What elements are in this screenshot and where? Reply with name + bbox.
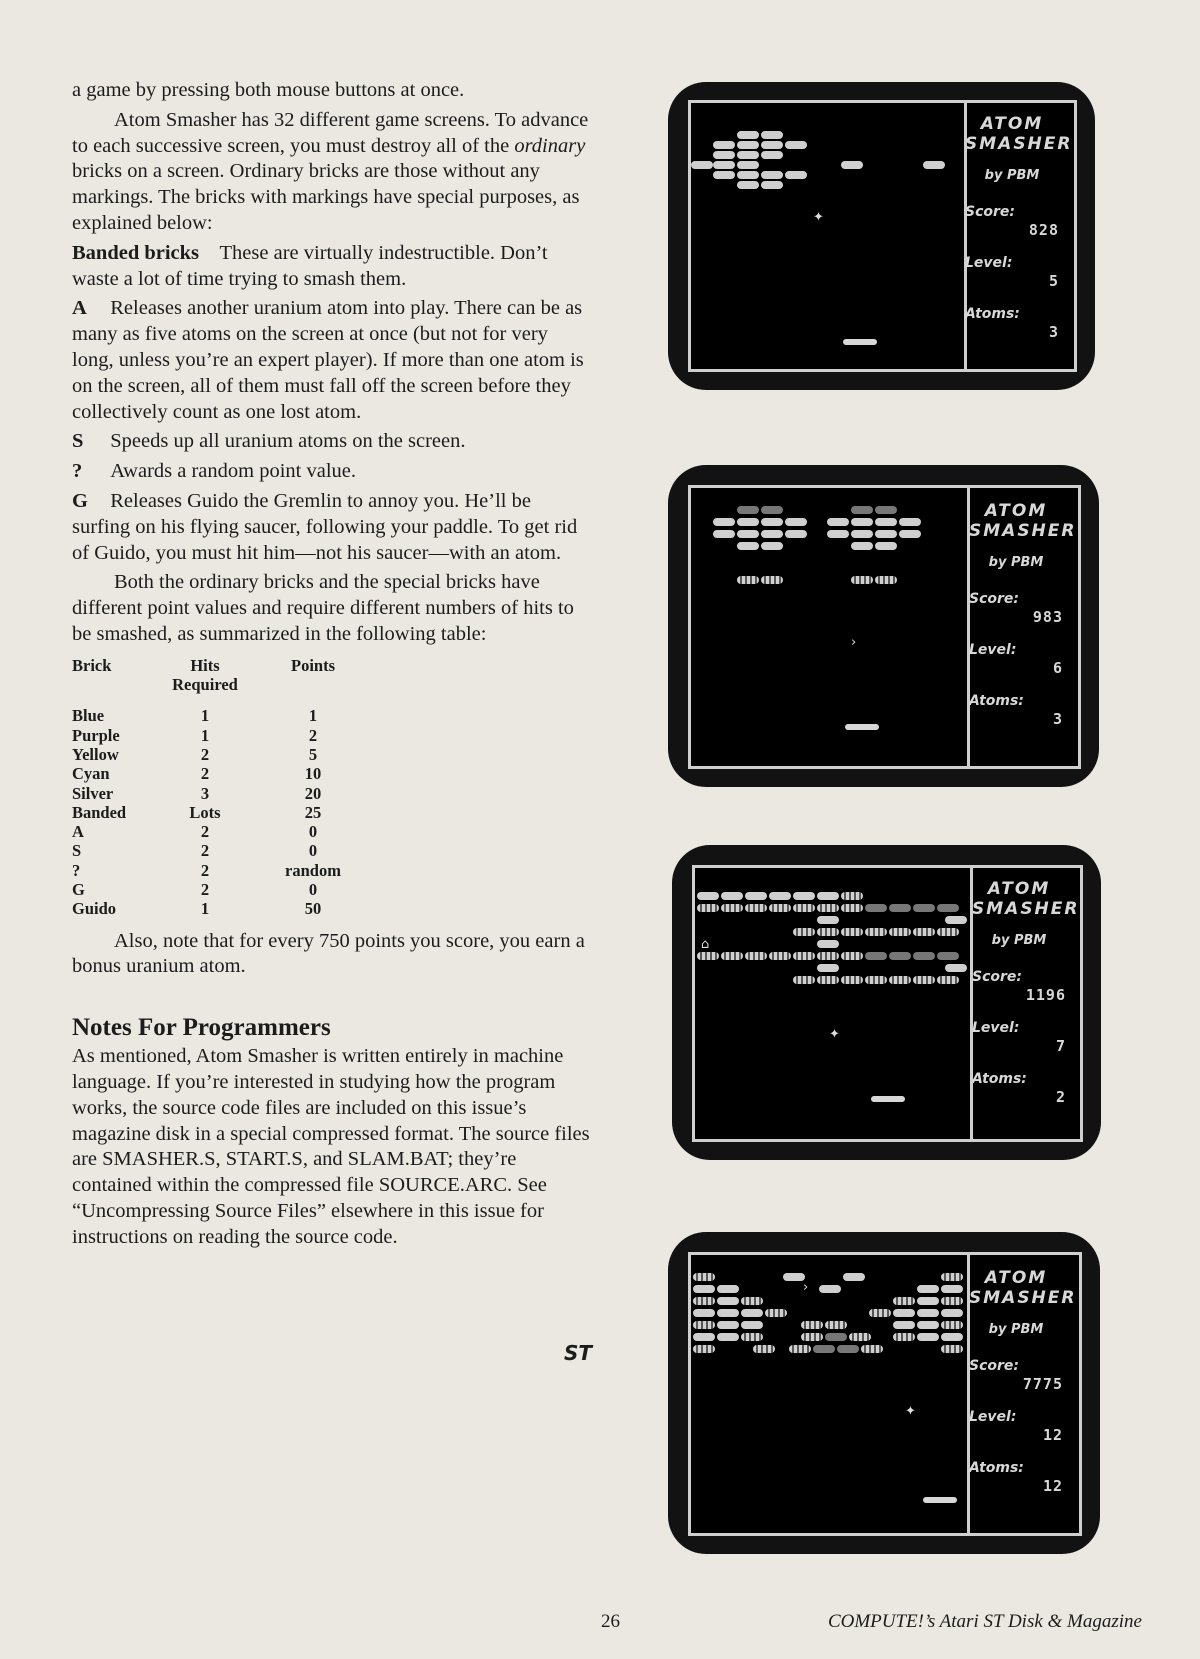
banded-brick (745, 904, 767, 912)
game-title-line1: ATOM (984, 1268, 1048, 1288)
points-cell: 2 (308, 725, 318, 745)
brick (827, 530, 849, 538)
brick (893, 1321, 915, 1329)
banded-brick (801, 1321, 823, 1329)
page-number: 26 (601, 1611, 620, 1632)
level-label: Level: (969, 1409, 1017, 1425)
points-cell: 20 (304, 783, 322, 803)
points-cell: 5 (308, 744, 318, 764)
brick-name-cell: A (72, 822, 84, 842)
brick (865, 952, 887, 960)
banded-brick (825, 1321, 847, 1329)
hits-cell: 2 (200, 764, 210, 784)
brick-name-cell: Cyan (72, 764, 110, 784)
brick (843, 1273, 865, 1281)
brick (913, 952, 935, 960)
level-label: Level: (965, 255, 1013, 271)
brick-name-cell: ? (72, 860, 81, 880)
brick (893, 1309, 915, 1317)
score-panel (972, 879, 1080, 1121)
score-value: 828 (1028, 221, 1059, 239)
hits-cell: 3 (200, 783, 210, 803)
brick (761, 151, 783, 159)
brick (785, 518, 807, 526)
atom-icon: ⌂ (701, 937, 710, 952)
atom-icon: ✦ (829, 1027, 840, 1042)
item-text: Awards a random point value. (110, 460, 357, 483)
section-heading: Notes For Programmers (72, 1014, 331, 1042)
brick (741, 1309, 763, 1317)
paddle (871, 1096, 905, 1102)
score-label: Score: (972, 969, 1022, 985)
banded-brick (697, 904, 719, 912)
brick (783, 1273, 805, 1281)
level-value: 6 (1052, 659, 1063, 677)
hits-cell: 2 (200, 880, 210, 899)
banded-brick (753, 1345, 775, 1353)
brick (817, 916, 839, 924)
banded-brick (941, 1297, 963, 1305)
brick (737, 518, 759, 526)
brick (785, 141, 807, 149)
banded-brick (937, 928, 959, 936)
banded-brick (817, 976, 839, 984)
brick (785, 530, 807, 538)
game-screenshot-3 (672, 845, 1101, 1160)
brick (917, 1309, 939, 1317)
brick (761, 171, 783, 179)
atoms-label: Atoms: (969, 693, 1024, 709)
header-hits: Hits Required (172, 655, 238, 695)
paragraph-continued: a game by pressing both mouse buttons at once. (72, 79, 465, 101)
brick (713, 518, 735, 526)
header-brick: Brick (72, 655, 112, 675)
item-q (72, 459, 590, 485)
brick (913, 904, 935, 912)
score-panel (965, 114, 1073, 356)
table-row (72, 784, 376, 803)
level-label: Level: (972, 1020, 1020, 1036)
banded-brick (693, 1345, 715, 1353)
brick (737, 181, 759, 189)
article-column (72, 78, 590, 1255)
brick (761, 506, 783, 514)
banded-brick (869, 1309, 891, 1317)
brick-name-cell: Yellow (72, 744, 119, 764)
brick (819, 1285, 841, 1293)
brick (691, 161, 713, 169)
banded-brick (761, 576, 783, 584)
brick (875, 530, 897, 538)
brick (693, 1285, 715, 1293)
brick (713, 141, 735, 149)
brick-table (72, 656, 376, 919)
brick (769, 892, 791, 900)
brick (937, 904, 959, 912)
publication-footer: COMPUTE!’s Atari ST Disk & Magazine (827, 1611, 1142, 1632)
table-row (72, 706, 376, 725)
item-text: Releases another uranium atom into play. There can be as many as five atoms on the screen at once (but not for very long, unless you’re an expert player). If more than one atom is on the screen, all of them must fall off the screen before they collectively count as one lost atom. (72, 297, 584, 423)
banded-brick (851, 576, 873, 584)
game-title-line2: SMASHER (969, 1288, 1077, 1308)
brick (841, 161, 863, 169)
item-label: S (72, 430, 84, 453)
brick (721, 892, 743, 900)
banded-brick (889, 976, 911, 984)
score-value: 1196 (1025, 986, 1066, 1004)
brick (941, 1285, 963, 1293)
brick (817, 964, 839, 972)
banded-brick (941, 1273, 963, 1281)
brick-name-cell: Banded (72, 802, 127, 822)
atom-icon: › (803, 1280, 809, 1295)
paddle (843, 339, 877, 345)
brick (761, 530, 783, 538)
score-label: Score: (965, 204, 1015, 220)
table-row (72, 861, 376, 880)
banded-brick (789, 1345, 811, 1353)
brick (851, 506, 873, 514)
brick (813, 1345, 835, 1353)
item-label: A (72, 297, 87, 320)
banded-brick (893, 1297, 915, 1305)
brick (851, 518, 873, 526)
item-label: Banded bricks (72, 241, 200, 264)
table-row (72, 822, 376, 841)
game-title-line2: SMASHER (969, 521, 1077, 541)
brick (899, 530, 921, 538)
brick (741, 1321, 763, 1329)
banded-brick (865, 976, 887, 984)
score-label: Score: (969, 1358, 1019, 1374)
game-screenshot-4 (668, 1232, 1100, 1554)
brick (899, 518, 921, 526)
brick (693, 1309, 715, 1317)
atoms-value: 12 (1042, 1477, 1063, 1495)
banded-brick (793, 904, 815, 912)
banded-brick (841, 892, 863, 900)
game-author: by PBM (984, 168, 1040, 183)
game-title-line1: ATOM (987, 879, 1051, 899)
atoms-value: 3 (1048, 323, 1059, 341)
banded-brick (841, 952, 863, 960)
game-screenshot-1 (668, 82, 1095, 390)
banded-brick (913, 976, 935, 984)
banded-brick (693, 1273, 715, 1281)
brick (917, 1297, 939, 1305)
brick (693, 1333, 715, 1341)
banded-brick (817, 952, 839, 960)
brick (717, 1333, 739, 1341)
brick (917, 1333, 939, 1341)
points-cell: 25 (304, 802, 322, 822)
brick (761, 131, 783, 139)
game-title-line1: ATOM (984, 501, 1048, 521)
banded-brick (889, 928, 911, 936)
game-author: by PBM (991, 933, 1047, 948)
item-a (72, 296, 590, 425)
brick (713, 161, 735, 169)
game-screenshot-2 (668, 465, 1099, 787)
brick (875, 506, 897, 514)
banded-brick (865, 928, 887, 936)
table-header-row (72, 656, 376, 707)
brick-name-cell: Blue (72, 706, 105, 726)
brick (697, 892, 719, 900)
atom-icon: ✦ (905, 1404, 916, 1419)
banded-brick (765, 1309, 787, 1317)
brick (817, 892, 839, 900)
brick (923, 161, 945, 169)
brick (889, 952, 911, 960)
level-value: 12 (1042, 1426, 1063, 1444)
hits-cell: 2 (200, 822, 210, 842)
banded-brick (793, 976, 815, 984)
points-cell: random (285, 860, 341, 880)
brick (875, 518, 897, 526)
brick (737, 151, 759, 159)
atoms-label: Atoms: (965, 306, 1020, 322)
banded-brick (893, 1333, 915, 1341)
brick (941, 1333, 963, 1341)
brick-name-cell: Guido (72, 899, 117, 919)
banded-brick (861, 1345, 883, 1353)
table-row (72, 764, 376, 783)
banded-brick (875, 576, 897, 584)
brick (851, 542, 873, 550)
end-mark: ST (564, 1341, 593, 1365)
hits-cell: 2 (200, 860, 210, 880)
score-panel (969, 1268, 1077, 1510)
banded-brick (841, 904, 863, 912)
table-row (72, 803, 376, 822)
brick (713, 530, 735, 538)
brick (713, 171, 735, 179)
level-value: 7 (1055, 1037, 1066, 1055)
item-s (72, 429, 590, 455)
brick (713, 151, 735, 159)
paragraph-table-intro: Both the ordinary bricks and the special bricks have different point values and require different numbers of hits to be smashed, as summarized in the following table: (72, 571, 574, 645)
hits-cell: 1 (200, 725, 210, 745)
brick (825, 1333, 847, 1341)
brick (717, 1321, 739, 1329)
hits-cell: 2 (200, 841, 210, 861)
brick (875, 542, 897, 550)
brick (761, 141, 783, 149)
brick (937, 952, 959, 960)
brick (941, 1309, 963, 1317)
brick (917, 1285, 939, 1293)
table-row (72, 841, 376, 860)
banded-brick (737, 576, 759, 584)
banded-brick (741, 1297, 763, 1305)
hits-cell: Lots (189, 802, 221, 822)
item-label: G (72, 489, 88, 512)
atoms-value: 2 (1055, 1088, 1066, 1106)
score-panel (969, 501, 1077, 743)
brick-name-cell: S (72, 841, 82, 861)
atom-icon: › (851, 635, 857, 650)
banded-brick (745, 952, 767, 960)
brick (737, 141, 759, 149)
points-cell: 0 (308, 880, 318, 899)
item-g (72, 489, 590, 566)
brick (785, 171, 807, 179)
brick (837, 1345, 859, 1353)
points-cell: 1 (308, 706, 318, 726)
brick (737, 171, 759, 179)
brick (827, 518, 849, 526)
table-row (72, 745, 376, 764)
atoms-value: 3 (1052, 710, 1063, 728)
hits-cell: 2 (200, 744, 210, 764)
banded-brick (741, 1333, 763, 1341)
brick (761, 181, 783, 189)
banded-brick (793, 928, 815, 936)
banded-brick (793, 952, 815, 960)
header-points: Points (290, 655, 335, 675)
brick (889, 904, 911, 912)
points-cell: 10 (304, 764, 322, 784)
banded-brick (693, 1321, 715, 1329)
brick (737, 161, 759, 169)
banded-brick (769, 904, 791, 912)
banded-brick (941, 1345, 963, 1353)
table-body (72, 706, 376, 918)
banded-brick (769, 952, 791, 960)
banded-brick (841, 976, 863, 984)
paragraph-screens: Atom Smasher has 32 different game screens. To advance to each successive screen, you must destroy all of the ordinary bricks on a screen. Ordinary bricks are those without any markings. The bricks with markings have special purposes, as explained below: (72, 108, 589, 234)
brick (945, 916, 967, 924)
points-cell: 50 (304, 899, 322, 919)
banded-brick (817, 928, 839, 936)
item-text: These are virtually indestructible. Don’t waste a lot of time trying to smash them. (72, 241, 548, 290)
atoms-label: Atoms: (969, 1460, 1024, 1476)
brick (717, 1297, 739, 1305)
level-label: Level: (969, 642, 1017, 658)
emphasis: ordinary (514, 134, 586, 157)
table-row (72, 880, 376, 899)
brick (737, 542, 759, 550)
game-author: by PBM (988, 1322, 1044, 1337)
banded-brick (801, 1333, 823, 1341)
score-value: 7775 (1022, 1375, 1063, 1393)
brick (851, 530, 873, 538)
banded-brick (817, 904, 839, 912)
points-cell: 0 (308, 822, 318, 842)
hits-cell: 1 (200, 899, 210, 919)
paragraph-programmers: As mentioned, Atom Smasher is written entirely in machine language. If you’re interested in studying how the program works, the source code files are included on this issue’s magazine disk in a special compressed format. The source files are SMASHER.S, START.S, and SLAM.BAT; they’re contained within the compressed file SOURCE.ARC. See “Uncompressing Source Files” elsewhere in this issue for instructions on reading the source code. (72, 1045, 590, 1248)
level-value: 5 (1048, 272, 1059, 290)
brick (865, 904, 887, 912)
paddle (845, 724, 879, 730)
atoms-label: Atoms: (972, 1071, 1027, 1087)
score-value: 983 (1032, 608, 1063, 626)
game-author: by PBM (988, 555, 1044, 570)
brick (717, 1285, 739, 1293)
paragraph-bonus: Also, note that for every 750 points you score, you earn a bonus uranium atom. (72, 929, 585, 978)
banded-brick (849, 1333, 871, 1341)
brick (737, 131, 759, 139)
brick (761, 542, 783, 550)
banded-brick (841, 928, 863, 936)
brick (737, 506, 759, 514)
brick (793, 892, 815, 900)
brick (745, 892, 767, 900)
brick (817, 940, 839, 948)
item-banded (72, 241, 590, 293)
banded-brick (913, 928, 935, 936)
game-title-line2: SMASHER (972, 899, 1080, 919)
points-cell: 0 (308, 841, 318, 861)
brick (917, 1321, 939, 1329)
banded-brick (693, 1297, 715, 1305)
banded-brick (721, 904, 743, 912)
item-label: ? (72, 460, 83, 483)
game-title-line1: ATOM (980, 114, 1044, 134)
banded-brick (937, 976, 959, 984)
score-label: Score: (969, 591, 1019, 607)
brick (717, 1309, 739, 1317)
brick (761, 518, 783, 526)
hits-cell: 1 (200, 706, 210, 726)
atom-icon: ✦ (813, 210, 824, 225)
item-text: Speeds up all uranium atoms on the screen. (110, 430, 466, 453)
paddle (923, 1497, 957, 1503)
brick-name-cell: Purple (72, 725, 120, 745)
banded-brick (697, 952, 719, 960)
brick (737, 530, 759, 538)
game-title-line2: SMASHER (965, 134, 1073, 154)
item-text: Releases Guido the Gremlin to annoy you. He’ll be surfing on his flying saucer, following your paddle. To get rid of Guido, you must hit him—not his saucer—with an atom. (72, 489, 578, 564)
banded-brick (941, 1321, 963, 1329)
banded-brick (721, 952, 743, 960)
table-row (72, 899, 376, 918)
brick-name-cell: G (72, 880, 85, 899)
brick (945, 964, 967, 972)
brick-name-cell: Silver (72, 783, 114, 803)
table-row (72, 726, 376, 745)
